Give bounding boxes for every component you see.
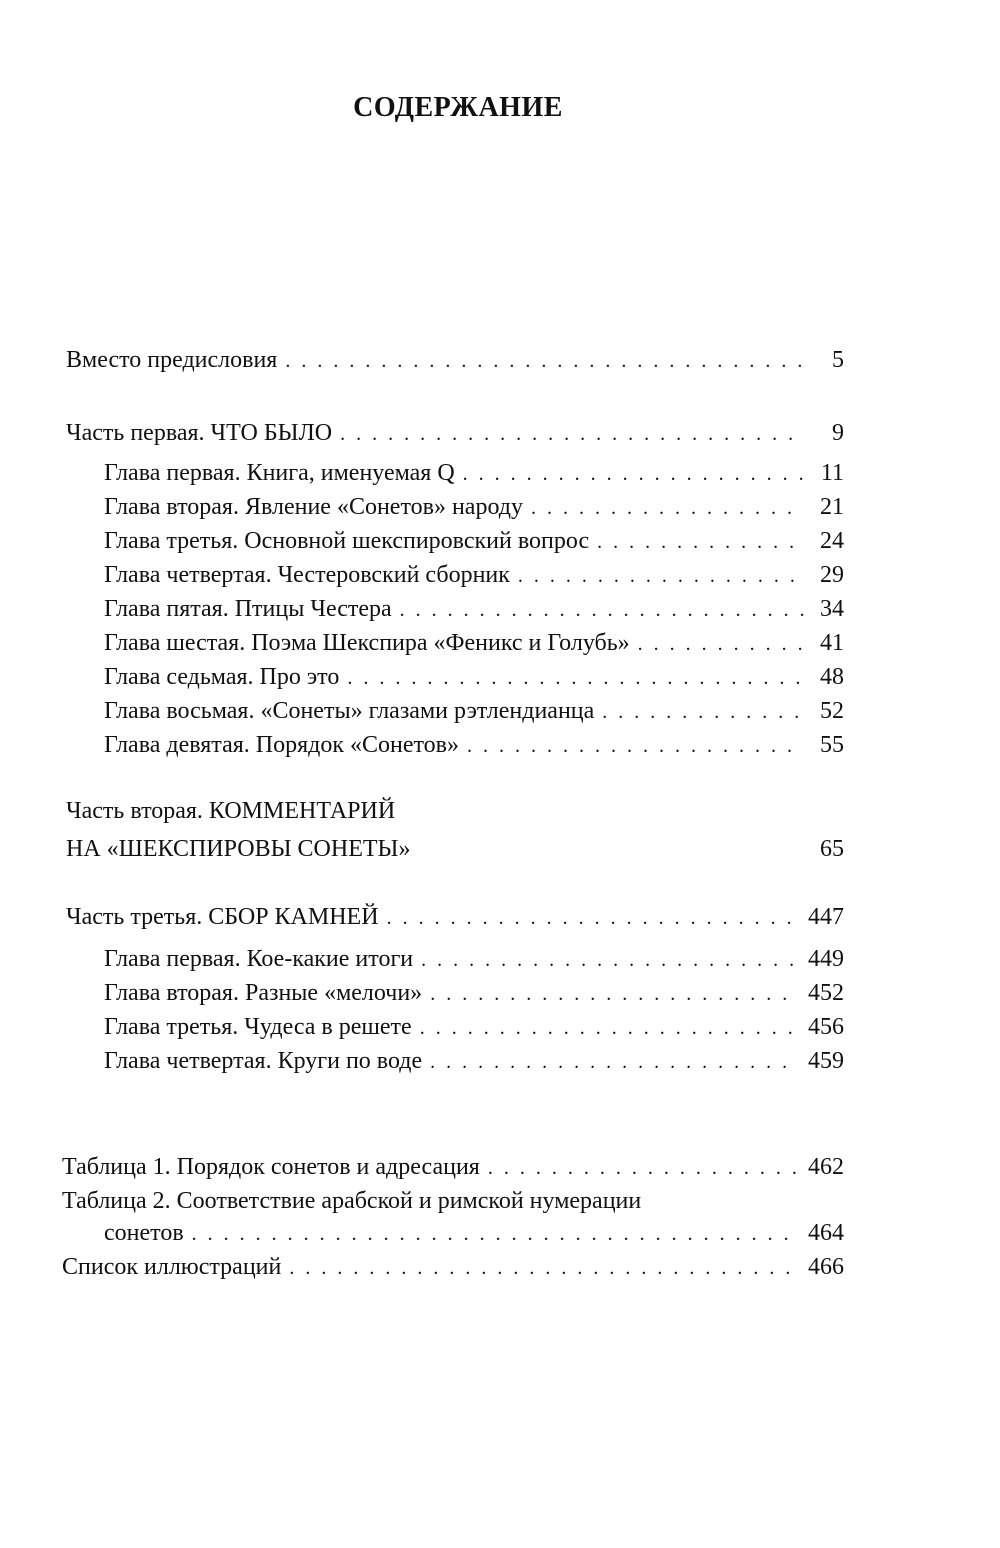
toc-leader-dots bbox=[597, 527, 804, 557]
toc-entry-chapter[interactable] bbox=[104, 594, 844, 625]
toc-entry-chapter[interactable] bbox=[104, 526, 844, 557]
toc-entry-title: Глава вторая. Разные «мелочи» bbox=[104, 980, 423, 1006]
toc-entry-title: Глава шестая. Поэма Шекспира «Феникс и Голубь» bbox=[104, 630, 630, 656]
toc-page-number: 55 bbox=[820, 732, 844, 758]
toc-leader-dots bbox=[285, 346, 804, 376]
toc-entry-title: Глава третья. Основной шекспировский вопрос bbox=[104, 528, 590, 554]
toc-page-number: 24 bbox=[820, 528, 844, 554]
toc-leader-dots bbox=[430, 979, 798, 1009]
toc-entry-title: Вместо предисловия bbox=[66, 347, 278, 373]
toc-page-number: 65 bbox=[820, 836, 844, 862]
toc-entry-chapter[interactable] bbox=[104, 696, 844, 727]
toc-entry-preface[interactable] bbox=[66, 345, 844, 376]
toc-leader-dots bbox=[421, 945, 798, 975]
toc-page-number: 29 bbox=[820, 562, 844, 588]
toc-entry-title: Глава пятая. Птицы Честера bbox=[104, 596, 392, 622]
toc-leader-dots bbox=[602, 697, 804, 727]
toc-entry-title: Глава четвертая. Честеровский сборник bbox=[104, 562, 510, 588]
toc-entry-chapter[interactable] bbox=[104, 730, 844, 761]
toc-entry-illustrations[interactable] bbox=[62, 1252, 844, 1283]
toc-entry-part-1[interactable] bbox=[66, 418, 844, 449]
toc-entry-title: НА «ШЕКСПИРОВЫ СОНЕТЫ» bbox=[66, 836, 411, 862]
toc-leader-dots bbox=[289, 1253, 798, 1283]
toc-page-number: 41 bbox=[820, 630, 844, 656]
toc-entry-title: Глава восьмая. «Сонеты» глазами рэтлендианца bbox=[104, 698, 595, 724]
toc-entry-part-2-line-1[interactable]: Часть вторая. КОММЕНТАРИЙ bbox=[66, 798, 396, 824]
toc-leader-dots bbox=[518, 561, 804, 591]
toc-entry-title: Часть первая. ЧТО БЫЛО bbox=[66, 420, 333, 446]
toc-page-number: 456 bbox=[808, 1014, 844, 1040]
page-title: СОДЕРЖАНИЕ bbox=[353, 92, 563, 123]
toc-page-number: 462 bbox=[808, 1154, 844, 1180]
toc-leader-dots bbox=[347, 663, 804, 693]
toc-page-number: 21 bbox=[820, 494, 844, 520]
toc-entry-title: Глава четвертая. Круги по воде bbox=[104, 1048, 423, 1074]
toc-entry-chapter[interactable] bbox=[104, 944, 844, 975]
toc-leader-dots bbox=[400, 595, 804, 625]
toc-leader-dots bbox=[387, 903, 798, 933]
toc-leader-dots bbox=[463, 459, 804, 489]
toc-page-number: 452 bbox=[808, 980, 844, 1006]
toc-entry-part-3[interactable] bbox=[66, 902, 844, 933]
toc-entry-chapter[interactable] bbox=[104, 662, 844, 693]
toc-entry-part-2[interactable] bbox=[66, 834, 844, 865]
toc-leader-dots bbox=[638, 629, 804, 659]
toc-leader-dots bbox=[430, 1047, 798, 1077]
toc-leader-dots bbox=[531, 493, 804, 523]
toc-page-number: 466 bbox=[808, 1254, 844, 1280]
toc-entry-chapter[interactable] bbox=[104, 560, 844, 591]
toc-entry-chapter[interactable] bbox=[104, 458, 844, 489]
toc-entry-title: Глава вторая. Явление «Сонетов» народу bbox=[104, 494, 523, 520]
toc-entry-table-1[interactable] bbox=[62, 1152, 844, 1183]
toc-page-number: 34 bbox=[820, 596, 844, 622]
toc-leader-dots bbox=[467, 731, 804, 761]
toc-entry-chapter[interactable] bbox=[104, 1012, 844, 1043]
toc-entry-title: Глава первая. Кое-какие итоги bbox=[104, 946, 414, 972]
toc-entry-title: Глава девятая. Порядок «Сонетов» bbox=[104, 732, 460, 758]
toc-page-number: 447 bbox=[808, 904, 844, 930]
toc-page-number: 459 bbox=[808, 1048, 844, 1074]
toc-entry-title: сонетов bbox=[104, 1220, 184, 1246]
toc-leader-dots bbox=[340, 419, 804, 449]
toc-entry-chapter[interactable] bbox=[104, 492, 844, 523]
toc-entry-title: Глава третья. Чудеса в решете bbox=[104, 1014, 412, 1040]
toc-entry-table-2[interactable] bbox=[104, 1218, 844, 1249]
toc-leader-dots bbox=[488, 1153, 798, 1183]
toc-entry-chapter[interactable] bbox=[104, 628, 844, 659]
toc-leader-dots bbox=[420, 1013, 798, 1043]
toc-page-number: 48 bbox=[820, 664, 844, 690]
toc-entry-title: Глава седьмая. Про это bbox=[104, 664, 340, 690]
toc-page-number: 11 bbox=[820, 460, 844, 486]
toc-entry-chapter[interactable] bbox=[104, 1046, 844, 1077]
toc-page-number: 52 bbox=[820, 698, 844, 724]
toc-leader-dots bbox=[192, 1219, 798, 1249]
toc-page-number: 5 bbox=[832, 347, 844, 373]
toc-entry-title: Часть третья. СБОР КАМНЕЙ bbox=[66, 904, 379, 930]
toc-entry-chapter[interactable] bbox=[104, 978, 844, 1009]
toc-page-number: 9 bbox=[832, 420, 844, 446]
toc-entry-table-2-line-1[interactable]: Таблица 2. Соответствие арабской и римской нумерации bbox=[62, 1188, 642, 1214]
toc-page-number: 464 bbox=[808, 1220, 844, 1246]
toc-entry-title: Глава первая. Книга, именуемая Q bbox=[104, 460, 455, 486]
toc-entry-title: Таблица 1. Порядок сонетов и адресация bbox=[62, 1154, 480, 1180]
toc-page-number: 449 bbox=[808, 946, 844, 972]
toc-entry-title: Список иллюстраций bbox=[62, 1254, 282, 1280]
